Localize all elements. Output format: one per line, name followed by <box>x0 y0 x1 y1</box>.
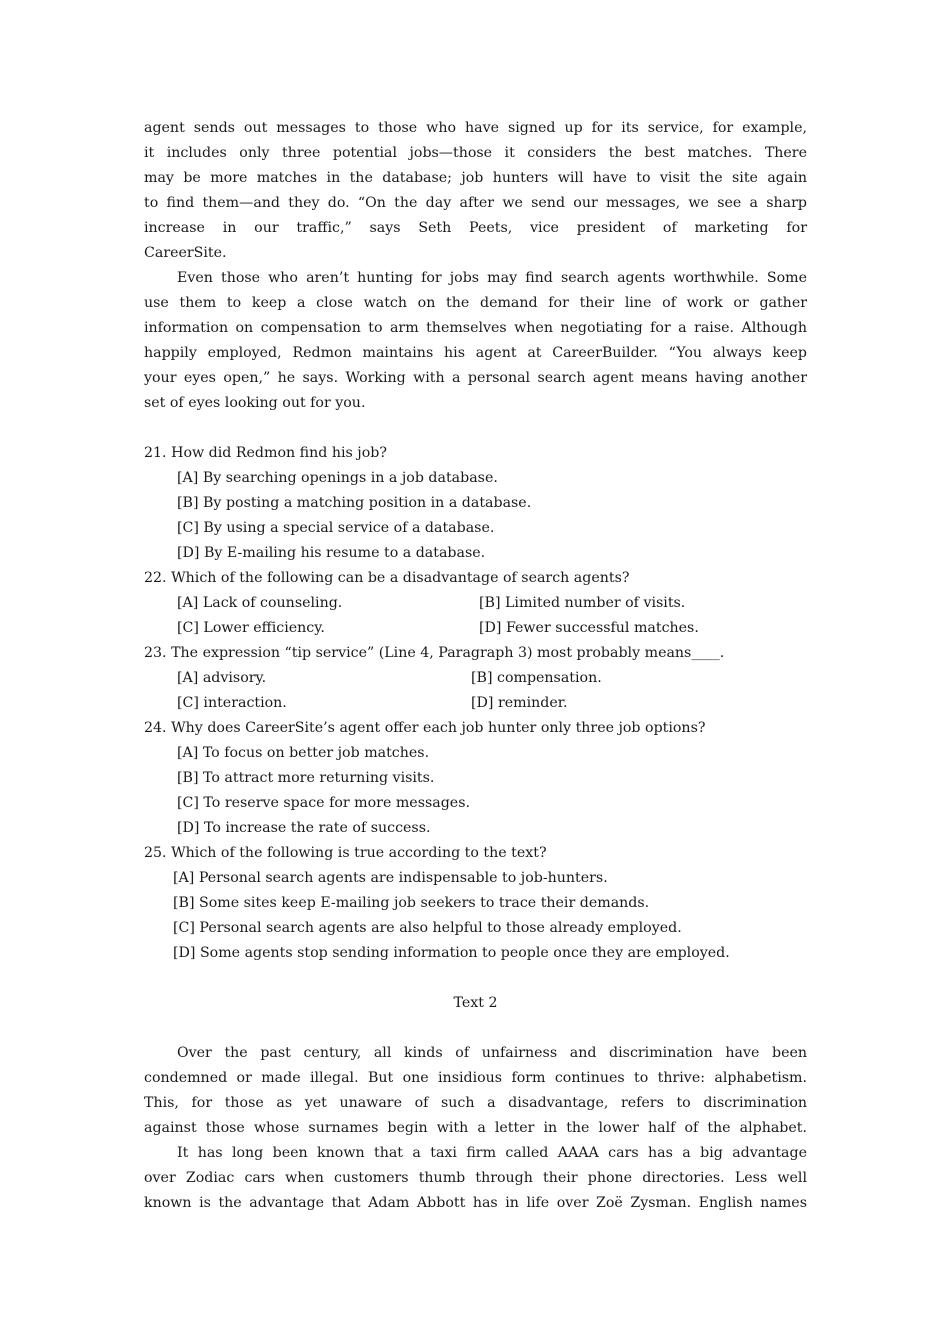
option-b: [B] Some sites keep E-mailing job seekers to trace their demands. <box>173 895 650 911</box>
option-b: [B] By posting a matching position in a database. <box>177 495 532 511</box>
option-row <box>144 616 807 641</box>
text-line: Even those who aren’t hunting for jobs may find search agents worthwhile. Some <box>177 270 807 286</box>
option-c: [C] Personal search agents are also helpful to those already employed. <box>173 920 682 936</box>
text-line: your eyes open,” he says. Working with a personal search agent means having another <box>144 370 807 386</box>
text-line: known is the advantage that Adam Abbott has in life over Zoë Zysman. English names <box>144 1195 807 1211</box>
document-page <box>144 116 807 1216</box>
text-line: to find them—and they do. “On the day after we send our messages, we see a sharp <box>144 195 807 211</box>
text-line: Over the past century, all kinds of unfairness and discrimination have been <box>177 1045 807 1061</box>
passage-paragraph <box>144 1041 807 1141</box>
option-a: [A] Lack of counseling. <box>177 595 343 611</box>
text-line: It has long been known that a taxi firm called AAAA cars has a big advantage <box>177 1145 807 1161</box>
option-d: [D] Some agents stop sending information to people once they are employed. <box>173 945 730 961</box>
option-c: [C] interaction. <box>177 695 287 711</box>
question-stem: 23. The expression “tip service” (Line 4, Paragraph 3) most probably means____. <box>144 645 725 661</box>
option-a: [A] advisory. <box>177 670 267 686</box>
option-b: [B] Limited number of visits. <box>479 595 686 611</box>
text-line: over Zodiac cars when customers thumb through their phone directories. Less well <box>144 1170 807 1186</box>
question-stem: 24. Why does CareerSite’s agent offer each job hunter only three job options? <box>144 720 706 736</box>
text-line: CareerSite. <box>144 245 227 261</box>
text-line: increase in our traffic,” says Seth Peets, vice president of marketing for <box>144 220 807 236</box>
option-c: [C] By using a special service of a database. <box>177 520 495 536</box>
option-d: [D] By E-mailing his resume to a database. <box>177 545 486 561</box>
option-b: [B] compensation. <box>471 670 602 686</box>
option-d: [D] reminder. <box>471 695 568 711</box>
option-a: [A] Personal search agents are indispensable to job-hunters. <box>173 870 608 886</box>
text-line: use them to keep a close watch on the demand for their line of work or gather <box>144 295 807 311</box>
passage-paragraph <box>144 116 807 266</box>
question-stem: 21. How did Redmon find his job? <box>144 445 387 461</box>
option-row <box>144 691 807 716</box>
question-25 <box>144 841 807 966</box>
text-line: set of eyes looking out for you. <box>144 395 366 411</box>
option-d: [D] To increase the rate of success. <box>177 820 431 836</box>
passage-paragraph <box>144 266 807 416</box>
text-line: it includes only three potential jobs—those it considers the best matches. There <box>144 145 807 161</box>
text-line: against those whose surnames begin with a letter in the lower half of the alphabet. <box>144 1120 807 1136</box>
option-b: [B] To attract more returning visits. <box>177 770 435 786</box>
text-line: agent sends out messages to those who have signed up for its service, for example, <box>144 120 807 136</box>
option-c: [C] To reserve space for more messages. <box>177 795 470 811</box>
passage-paragraph <box>144 1141 807 1216</box>
question-stem: 22. Which of the following can be a disadvantage of search agents? <box>144 570 630 586</box>
question-23 <box>144 641 807 716</box>
text-line: condemned or made illegal. But one insidious form continues to thrive: alphabetism. <box>144 1070 807 1086</box>
text-line: This, for those as yet unaware of such a disadvantage, refers to discrimination <box>144 1095 807 1111</box>
question-stem: 25. Which of the following is true according to the text? <box>144 845 547 861</box>
question-21 <box>144 441 807 566</box>
question-22 <box>144 566 807 641</box>
option-row <box>144 666 807 691</box>
text-line: information on compensation to arm themselves when negotiating for a raise. Although <box>144 320 807 336</box>
option-row <box>144 591 807 616</box>
option-a: [A] To focus on better job matches. <box>177 745 430 761</box>
text-line: happily employed, Redmon maintains his agent at CareerBuilder. “You always keep <box>144 345 807 361</box>
spacer <box>144 1016 807 1041</box>
option-c: [C] Lower efficiency. <box>177 620 325 636</box>
spacer <box>144 966 807 991</box>
text-line: may be more matches in the database; job hunters will have to visit the site again <box>144 170 807 186</box>
option-d: [D] Fewer successful matches. <box>479 620 699 636</box>
question-24 <box>144 716 807 841</box>
spacer <box>144 416 807 441</box>
option-a: [A] By searching openings in a job database. <box>177 470 498 486</box>
section-title: Text 2 <box>453 995 498 1011</box>
